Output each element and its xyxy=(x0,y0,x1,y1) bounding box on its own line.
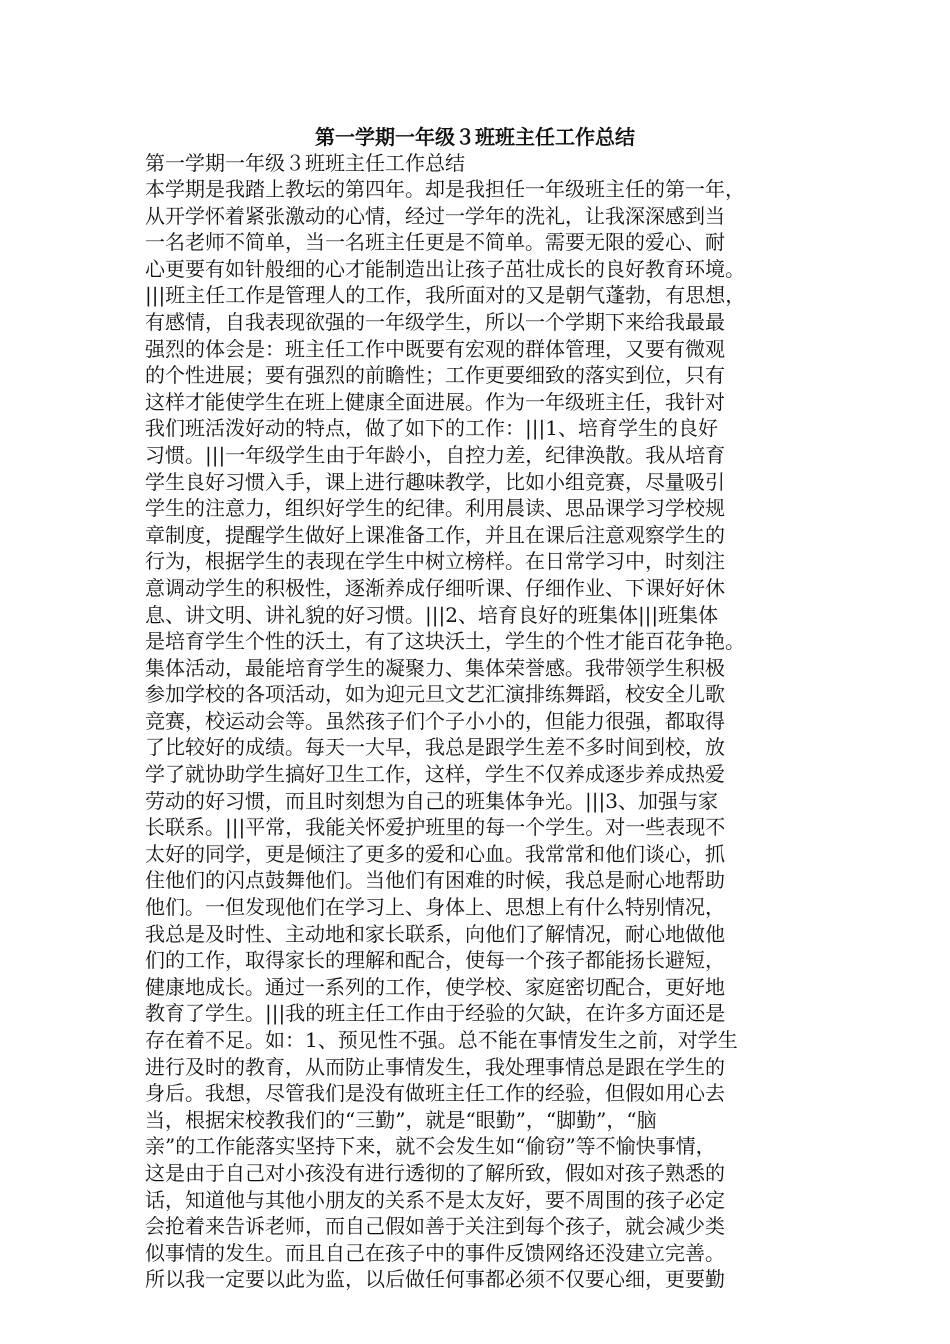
document-title: 第一学期一年级３班班主任工作总结 xyxy=(315,125,635,149)
document-body: 本学期是我踏上教坛的第四年。却是我担任一年级班主任的第一年， 从开学怀着紧张激动的心情，经过一学年的洗礼，让我深深感到当 一名老师不简单，当一名班主任更是不简单。需要无限的爱心、耐 心更要有如针般细的心才能制造出让孩子茁壮成长的良好教育环境。 |||班主任工作是管理人的工作，我所面对的又是朝气蓬勃，有思想， 有感情，自我表现欲强的一年级学生，所以一个学期下来给我最最 强烈的体会是：班主任工作中既要有宏观的群体管理，又要有微观 的个性进展；要有强烈的前瞻性；工作更要细致的落实到位，只有 这样才能使学生在班上健康全面进展。作为一年级班主任，我针对 我们班活泼好动的特点，做了如下的工作：|||1、培育学生的良好 习惯。|||一年级学生由于年龄小，自控力差，纪律涣散。我从培育 学生良好习惯入手，课上进行趣味教学，比如小组竞赛，尽量吸引 学生的注意力，组织好学生的纪律。利用晨读、思品课学习学校规 章制度，提醒学生做好上课准备工作，并且在课后注意观察学生的 行为，根据学生的表现在学生中树立榜样。在日常学习中，时刻注 意调动学生的积极性，逐渐养成仔细听课、仔细作业、下课好好休 息、讲文明、讲礼貌的好习惯。|||2、培育良好的班集体|||班集体 是培育学生个性的沃土，有了这块沃土，学生的个性才能百花争艳。 集体活动，最能培育学生的凝聚力、集体荣誉感。我带领学生积极 参加学校的各项活动，如为迎元旦文艺汇演排练舞蹈，校安全儿歌 竞赛，校运动会等。虽然孩子们个子小小的，但能力很强，都取得 了比较好的成绩。每天一大早，我总是跟学生差不多时间到校，放 学了就协助学生搞好卫生工作，这样，学生不仅养成逐步养成热爱 劳动的好习惯，而且时刻想为自己的班集体争光。|||3、加强与家 长联系。|||平常，我能关怀爱护班里的每一个学生。对一些表现不 太好的同学，更是倾注了更多的爱和心血。我常常和他们谈心，抓 住他们的闪点鼓舞他们。当他们有困难的时候，我总是耐心地帮助 他们。一但发现他们在学习上、身体上、思想上有什么特别情况， 我总是及时性、主动地和家长联系，向他们了解情况，耐心地做他 们的工作，取得家长的理解和配合，使每一个孩子都能扬长避短， 健康地成长。通过一系列的工作，使学校、家庭密切配合，更好地 教育了学生。|||我的班主任工作由于经验的欠缺，在许多方面还是 存在着不足。如：1、预见性不强。总不能在事情发生之前，对学生 进行及时的教育，从而防止事情发生，我处理事情总是跟在学生的 身后。我想，尽管我们是没有做班主任工作的经验，但假如用心去 当，根据宋校教我们的“三勤”，就是“眼勤”，“脚勤”，“脑 亲”的工作能落实坚持下来，就不会发生如“偷窃”等不愉快事情， 这是由于自己对小孩没有进行透彻的了解所致，假如对孩子熟悉的 话，知道他与其他小朋友的关系不是太友好，要不周围的孩子必定 会抢着来告诉老师，而自己假如善于关注到每个孩子，就会减少类 似事情的发生。而且自己在孩子中的事件反馈网络还没建立完善。 所以我一定要以此为监，以后做任何事都必须不仅要心细，更要勤 xyxy=(145,177,746,1292)
document-subtitle: 第一学期一年级３班班主任工作总结 xyxy=(145,151,465,175)
document-page xyxy=(145,124,805,1293)
